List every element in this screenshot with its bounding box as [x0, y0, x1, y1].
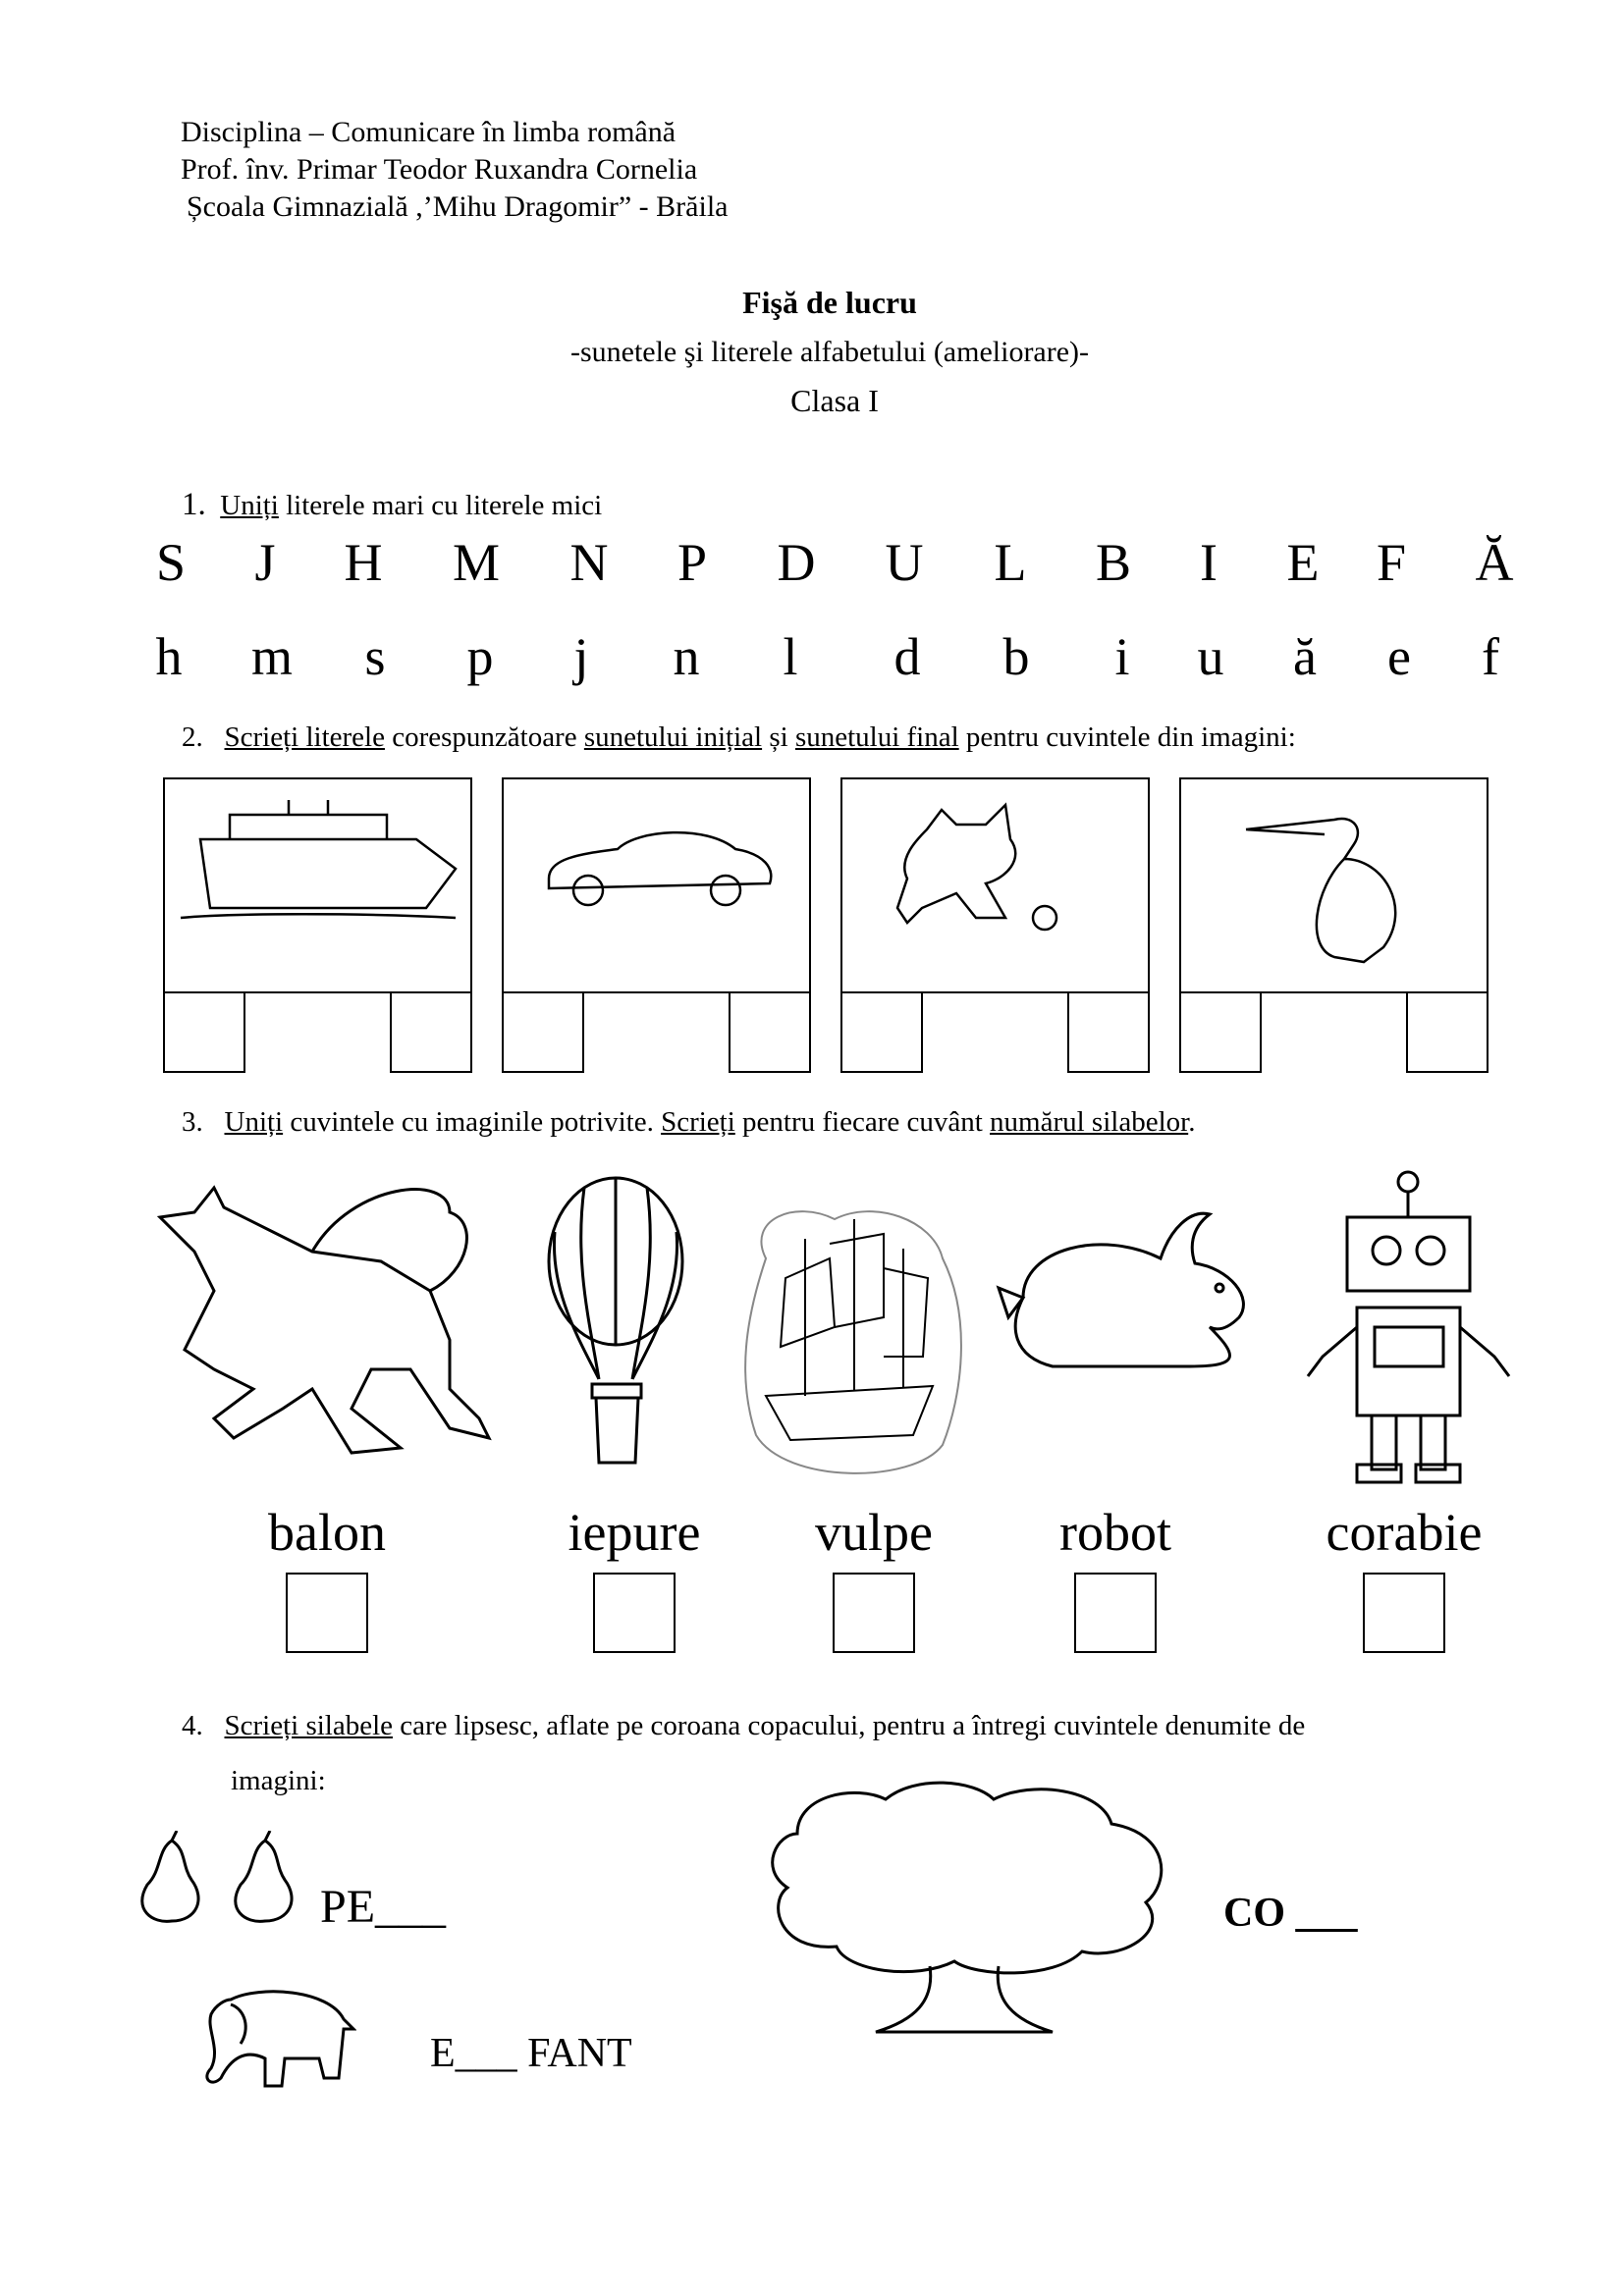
ex2-number: 2.: [182, 721, 203, 753]
uppercase-letter: L: [994, 533, 1027, 592]
ex2-u1: Scrieți literele: [224, 721, 385, 753]
ex1-number: 1.: [182, 487, 206, 522]
final-sound-box[interactable]: [729, 991, 811, 1073]
syllable-count-box[interactable]: [1363, 1573, 1445, 1653]
elephant-icon: [191, 1980, 356, 2100]
word-pe: PE___: [320, 1881, 447, 1933]
uppercase-letter: S: [155, 533, 187, 592]
initial-sound-box[interactable]: [502, 991, 584, 1073]
tree-icon: [758, 1775, 1185, 2050]
hot-air-balloon-icon: [545, 1173, 687, 1487]
exercise-2-instruction: [182, 721, 1296, 754]
uppercase-letter: U: [885, 533, 924, 592]
lowercase-letter: h: [155, 627, 183, 686]
ex2-t1: corespunzătoare: [384, 721, 584, 753]
uppercase-letter: F: [1376, 533, 1407, 592]
lowercase-letter: d: [893, 627, 921, 686]
ex3-t3: .: [1188, 1106, 1196, 1138]
lowercase-letter: b: [1002, 627, 1030, 686]
kitten-icon: [848, 800, 1143, 977]
ex4-t1: care lipsesc, aflate pe coroana copacului, pentru a întregi cuvintele denumite de: [393, 1710, 1306, 1741]
class-label: Clasa I: [790, 383, 879, 418]
sailing-ship-icon: [736, 1200, 967, 1484]
word-label: vulpe: [815, 1503, 933, 1562]
uppercase-letter: Ă: [1475, 533, 1514, 592]
lowercase-letter: j: [573, 627, 589, 686]
uppercase-letter: E: [1286, 533, 1320, 592]
word-label: balon: [268, 1503, 386, 1562]
syllable-count-box[interactable]: [833, 1573, 915, 1653]
ex3-u1: Uniți: [224, 1106, 284, 1138]
word-elefant: E___ FANT: [430, 2031, 632, 2076]
robot-icon: [1288, 1170, 1529, 1489]
exercise-3-instruction: [182, 1106, 1195, 1139]
ex3-u2: Scrieți: [661, 1106, 735, 1138]
lowercase-letter: e: [1387, 627, 1411, 686]
final-sound-box[interactable]: [390, 991, 472, 1073]
ex4-number: 4.: [182, 1710, 203, 1741]
ex3-t1: cuvintele cu imaginile potrivite.: [283, 1106, 662, 1138]
uppercase-letter: M: [452, 533, 501, 592]
uppercase-letter: D: [777, 533, 816, 592]
header-teacher: Prof. înv. Primar Teodor Ruxandra Cornelia: [181, 153, 698, 186]
final-sound-box[interactable]: [1406, 991, 1489, 1073]
exercise-1-instruction: [182, 487, 602, 523]
lowercase-letter: s: [364, 627, 386, 686]
header-school: Școala Gimnazială ,’Mihu Dragomir” - Brăila: [187, 190, 729, 223]
initial-sound-box[interactable]: [1179, 991, 1262, 1073]
page-title: Fişă de lucru: [742, 285, 917, 320]
ex2-u3: sunetului final: [794, 721, 959, 753]
ex2-t3: pentru cuvintele din imagini:: [958, 721, 1296, 753]
ex3-number: 3.: [182, 1106, 203, 1138]
uppercase-letter: J: [254, 533, 276, 592]
ex3-t2: pentru fiecare cuvânt: [734, 1106, 991, 1138]
word-label: corabie: [1326, 1503, 1483, 1562]
lowercase-letter: ă: [1293, 627, 1317, 686]
header-discipline: Disciplina – Comunicare în limba română: [181, 116, 677, 148]
uppercase-letter: B: [1095, 533, 1132, 592]
ex1-underlined: Uniți: [220, 490, 279, 521]
uppercase-letter: H: [344, 533, 383, 592]
car-icon: [510, 800, 804, 977]
ship-icon: [171, 800, 465, 977]
uppercase-letter: I: [1200, 533, 1218, 592]
lowercase-letter: u: [1197, 627, 1224, 686]
initial-sound-box[interactable]: [840, 991, 923, 1073]
lowercase-letter: l: [783, 627, 798, 686]
uppercase-letter: P: [677, 533, 708, 592]
syllable-count-box[interactable]: [593, 1573, 676, 1653]
lowercase-letter: m: [250, 627, 294, 686]
uppercase-letter: N: [569, 533, 609, 592]
syllable-count-box[interactable]: [286, 1573, 368, 1653]
ex2-u2: sunetului inițial: [583, 721, 763, 753]
exercise-4-instruction: [182, 1710, 1305, 1742]
rabbit-icon: [994, 1209, 1254, 1376]
pelican-icon: [1187, 800, 1482, 977]
word-label: robot: [1059, 1503, 1171, 1562]
lowercase-letter: p: [466, 627, 494, 686]
lowercase-letter: i: [1114, 627, 1130, 686]
lowercase-letter: f: [1482, 627, 1499, 686]
final-sound-box[interactable]: [1067, 991, 1150, 1073]
exercise-4-instruction-cont: imagini:: [231, 1765, 326, 1796]
pears-icon: [133, 1831, 314, 1924]
ex4-u1: Scrieți silabele: [224, 1710, 394, 1741]
ex2-t2: și: [762, 721, 795, 753]
fox-icon: [155, 1173, 511, 1468]
ex3-u3: numărul silabelor: [990, 1106, 1189, 1138]
page-subtitle: -sunetele şi literele alfabetului (ameliorare)-: [569, 336, 1090, 368]
word-label: iepure: [568, 1503, 701, 1562]
word-co: CO ___: [1223, 1891, 1358, 1936]
syllable-count-box[interactable]: [1074, 1573, 1157, 1653]
lowercase-letter: n: [673, 627, 700, 686]
ex1-text: literele mari cu literele mici: [278, 490, 603, 521]
initial-sound-box[interactable]: [163, 991, 245, 1073]
